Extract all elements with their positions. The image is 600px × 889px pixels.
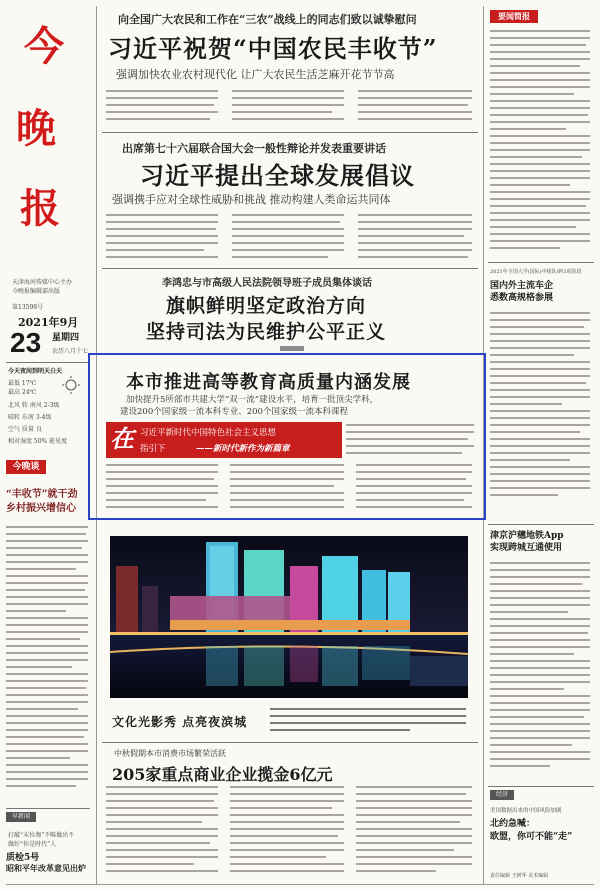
un-headline: 习近平提出全球发展倡议 bbox=[140, 161, 415, 190]
right-story2-kicker: 2021年全国大学(国际)中级队/跨3项阶段 bbox=[490, 269, 582, 275]
divider bbox=[6, 808, 90, 809]
divider bbox=[488, 786, 594, 787]
left-footer-line: 打破“末位淘”不唯做出不 bbox=[8, 832, 75, 839]
night-city-photo bbox=[110, 536, 468, 698]
weekday: 星期四 bbox=[52, 333, 80, 343]
left-footer-headline: 昭和平年改革意见出炉 bbox=[6, 863, 86, 873]
right-story4-kicker: 美国数据出来的中国风险加剧 bbox=[490, 808, 562, 814]
divider bbox=[102, 268, 478, 269]
right-story2-text bbox=[490, 310, 592, 506]
photo-headline: 文化光影秀 点亮夜滨城 bbox=[112, 715, 248, 729]
photo-caption-text bbox=[270, 706, 470, 738]
left-footer-tag: 早新闻 bbox=[6, 812, 36, 822]
un-kicker: 出席第七十六届联合国大会一般性辩论并发表重要讲话 bbox=[122, 142, 386, 155]
right-story4-headline: 北约急喊： 欧盟，你可不能“走” bbox=[490, 819, 573, 842]
left-footer-headline: 质检5号 bbox=[6, 853, 40, 863]
section-tag-economy: 经济 bbox=[490, 790, 514, 800]
series-banner-char: 在 bbox=[110, 424, 134, 453]
series-banner-line1: 习近平新时代中国特色社会主义思想 bbox=[140, 428, 277, 438]
commerce-headline: 205家重点商业企业揽金6亿元 bbox=[112, 765, 333, 784]
weather-line: 晴转 东南 3-4级 bbox=[8, 414, 52, 421]
issue-number: 第13598号 bbox=[12, 304, 44, 311]
date-day: 23 bbox=[10, 327, 42, 358]
publisher-line-2: 今晚报编辑部出版 bbox=[12, 288, 61, 295]
weather-line: 相对湿度 50% 能见度 bbox=[8, 438, 68, 445]
page-frame-bottom bbox=[6, 884, 594, 885]
divider bbox=[102, 742, 478, 743]
lead-kicker: 向全国广大农民和工作在“三农”战线上的同志们致以诚挚慰问 bbox=[118, 13, 417, 26]
weather-line: 空气 质量 良 bbox=[8, 426, 42, 433]
education-headline: 本市推进高等教育高质量内涵发展 bbox=[126, 372, 411, 393]
masthead bbox=[6, 6, 94, 286]
lead-subhead: 强调加快农业农村现代化 让广大农民生活芝麻开花节节高 bbox=[116, 68, 395, 81]
left-headline: “丰收节”就干劲 乡村振兴增信心 bbox=[6, 489, 78, 514]
divider bbox=[6, 362, 90, 363]
masthead-char-1: 今 bbox=[24, 23, 64, 70]
right-briefs-text bbox=[490, 28, 592, 254]
right-story3-text bbox=[490, 560, 592, 780]
weather-title: 今天夜间到明天白天 bbox=[8, 368, 63, 375]
page-footer: 责任编辑 王树华 美术编辑 bbox=[490, 873, 549, 879]
series-banner bbox=[106, 422, 342, 458]
commerce-kicker: 中秋假期本市消费市场繁荣活跃 bbox=[114, 749, 226, 758]
left-body-text bbox=[6, 522, 90, 802]
publisher-line-1: 天津海河传媒中心主办 bbox=[12, 279, 73, 286]
section-tag-jinwantan: 今晚谈 bbox=[6, 460, 46, 474]
judicial-headline-1: 旗帜鲜明坚定政治方向 bbox=[166, 295, 367, 317]
date-year-month: 2021年9月 bbox=[18, 316, 79, 329]
series-banner-line3: ——新时代新作为新篇章 bbox=[196, 444, 290, 454]
right-story3-headline: 津京沪穗地铁App 实现跨城互通使用 bbox=[490, 531, 564, 553]
education-subhead-1: 加快提升5所部市共建大学“双一流”建设水平，培育一批顶尖学科， bbox=[126, 395, 379, 405]
un-subhead: 强调携手应对全球性威胁和挑战 推动构建人类命运共同体 bbox=[112, 193, 391, 206]
right-story2-headline: 国内外主流车企 悉数高规格参展 bbox=[490, 281, 554, 303]
continuation-mark bbox=[280, 346, 304, 351]
judicial-kicker: 李鸿忠与市高级人民法院领导班子成员集体谈话 bbox=[162, 278, 372, 289]
left-footer-line: 做好“你是时代”人 bbox=[8, 841, 57, 848]
lead-headline: 习近平祝贺“中国农民丰收节” bbox=[108, 34, 438, 63]
weather-line: 最高 24℃ bbox=[8, 389, 37, 396]
masthead-char-3: 报 bbox=[20, 185, 60, 232]
education-subhead-2: 建设200个国家级一流本科专业、200个国家级一流本科课程 bbox=[120, 407, 348, 417]
series-banner-line2: 指引下 bbox=[140, 444, 166, 454]
lead-body-text bbox=[106, 88, 476, 126]
judicial-headline-2: 坚持司法为民维护公平正义 bbox=[146, 321, 387, 343]
un-body-text bbox=[106, 212, 476, 264]
weather-sun-icon bbox=[60, 376, 82, 394]
weather-box bbox=[6, 366, 90, 454]
divider bbox=[488, 262, 594, 263]
divider bbox=[102, 132, 478, 133]
section-tag-briefs: 要闻简报 bbox=[490, 10, 538, 23]
photo-illustration bbox=[110, 536, 468, 698]
weather-line: 北风 转 南风 2-3级 bbox=[8, 402, 60, 409]
education-body-text bbox=[106, 464, 478, 514]
masthead-char-2: 晚 bbox=[16, 105, 56, 152]
weather-line: 最低 17℃ bbox=[8, 380, 37, 387]
commerce-body-text bbox=[106, 784, 478, 880]
lunar-date: 农历八月十七 bbox=[52, 348, 89, 355]
education-body-text bbox=[346, 424, 478, 460]
divider bbox=[488, 524, 594, 525]
